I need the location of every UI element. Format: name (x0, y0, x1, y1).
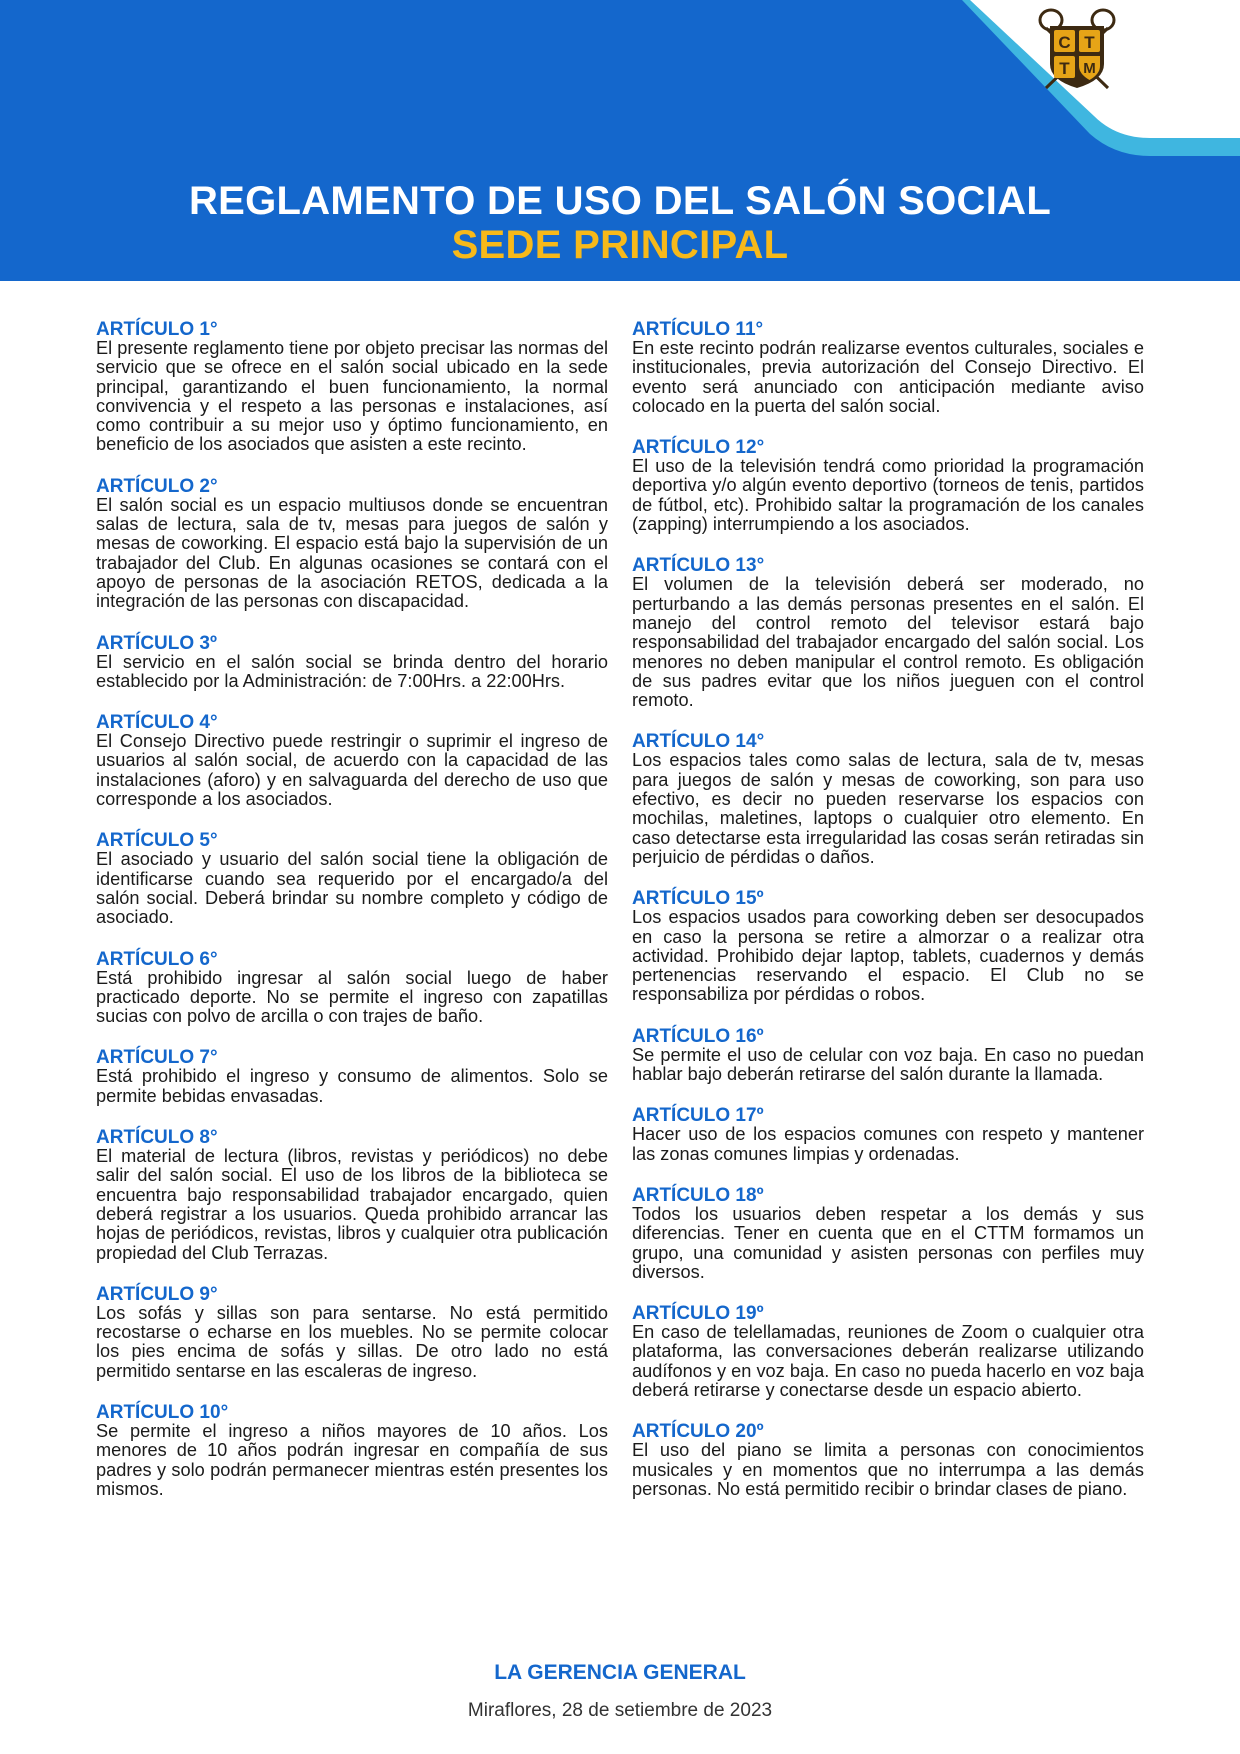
article-11 (632, 320, 1144, 416)
logo-letter-t1: T (1084, 33, 1095, 52)
article-12 (632, 438, 1144, 534)
article-4 (96, 713, 608, 809)
article-text: Se permite el ingreso a niños mayores de 10 años. Los menores de 10 años podrán ingresar en compañía de sus padres y solo podrán permanecer mientras estén presentes los mismos. (96, 1420, 608, 1499)
article-title: ARTÍCULO 9° (96, 1283, 218, 1305)
article-title: ARTÍCULO 20º (632, 1421, 764, 1443)
article-text: El volumen de la televisión deberá ser moderado, no perturbando a las demás personas presentes en el salón. El manejo del control remoto del televisor estará bajo responsabilidad del trabajador encargado del salón social. Los menores no deben manipular el control remoto. Es obligación de sus padres evitar que los niños jueguen con el control remoto. (632, 574, 1144, 711)
article-1 (96, 320, 608, 455)
article-title: ARTÍCULO 7° (96, 1047, 218, 1069)
article-text: El presente reglamento tiene por objeto precisar las normas del servicio que se ofrece en el salón social ubicado en la sede principal, garantizando el buen funcionamiento, la normal convivencia y el respeto a las personas e instalaciones, así como contribuir a su mejor uso y óptimo funcionamiento, en beneficio de los asociados que asisten a este recinto. (96, 338, 608, 455)
article-text: El salón social es un espacio multiusos donde se encuentran salas de lectura, sala de tv, mesas para juegos de salón y mesas de coworking. El espacio está bajo la supervisión de un trabajador del Club. En algunas ocasiones se contará con el apoyo de personas de la asociación RETOS, dedicada a la integración de las personas con discapacidad. (96, 494, 608, 612)
article-title: ARTÍCULO 18º (632, 1184, 764, 1206)
header-banner (0, 0, 1240, 281)
article-title: ARTÍCULO 19º (632, 1303, 764, 1325)
article-9 (96, 1285, 608, 1381)
article-title: ARTÍCULO 8° (96, 1127, 218, 1149)
article-15 (632, 889, 1144, 1004)
article-title: ARTÍCULO 4° (96, 712, 218, 734)
article-16 (632, 1027, 1144, 1085)
article-text: Se permite el uso de celular con voz baja. En caso no puedan hablar bajo deberán retirarse del salón durante la llamada. (632, 1044, 1144, 1085)
article-title: ARTÍCULO 11° (632, 319, 764, 340)
article-3 (96, 634, 608, 692)
article-text: Está prohibido el ingreso y consumo de alimentos. Solo se permite bebidas envasadas. (96, 1066, 608, 1106)
article-2 (96, 477, 608, 612)
article-title: ARTÍCULO 6° (96, 948, 218, 970)
document-date: Miraflores, 28 de setiembre de 2023 (467, 1700, 773, 1721)
logo-letter-c: C (1058, 33, 1071, 52)
article-title: ARTÍCULO 14° (632, 731, 765, 753)
article-6 (96, 950, 608, 1027)
article-text: El material de lectura (libros, revistas y periódicos) no debe salir del salón social. El uso de los libros de la biblioteca se encuentra bajo responsabilidad trabajador encargado, quien deberá registrar a los usuarios. Queda prohibido arrancar las hojas de periódicos, revistas, libros y cualquier otra publicación propiedad del Club Terrazas. (96, 1146, 608, 1263)
article-text: Los espacios tales como salas de lectura, sala de tv, mesas para juegos de salón y mesas de coworking, son para uso efectivo, es decir no pueden reservarse los espacios con mochilas, maletines, laptops o cualquier otro elemento. En caso detectarse esta irregularidad las cosas serán retiradas sin perjuicio de pérdidas o daños. (632, 750, 1144, 867)
article-8 (96, 1128, 608, 1263)
club-logo (1038, 8, 1116, 94)
right-column (632, 320, 1144, 1521)
article-text: En este recinto podrán realizarse eventos culturales, sociales e institucionales, previa autorización del Consejo Directivo. El evento será anunciado con anticipación mediante aviso colocado en la puerta del salón social. (632, 338, 1144, 416)
left-column (96, 320, 608, 1521)
signature: LA GERENCIA GENERAL (494, 1661, 746, 1684)
page-subtitle: SEDE PRINCIPAL (451, 223, 789, 267)
article-text: Todos los usuarios deben respetar a los demás y sus diferencias. Tener en cuenta que en el CTTM formamos un grupo, una comunidad y asisten personas con perfiles muy diversos. (632, 1203, 1144, 1282)
article-13 (632, 556, 1144, 710)
article-text: El uso del piano se limita a personas con conocimientos musicales y en momentos que no interrumpa a las demás personas. No está permitido recibir o brindar clases de piano. (632, 1440, 1144, 1499)
article-title: ARTÍCULO 10° (96, 1401, 229, 1423)
article-title: ARTÍCULO 5° (96, 830, 218, 852)
article-title: ARTÍCULO 16º (632, 1025, 764, 1047)
article-text: El servicio en el salón social se brinda dentro del horario establecido por la Administración: de 7:00Hrs. a 22:00Hrs. (96, 651, 608, 691)
article-title: ARTÍCULO 13° (632, 555, 765, 577)
article-text: Los sofás y sillas son para sentarse. No está permitido recostarse o echarse en los muebles. No se permite colocar los pies encima de sofás y sillas. De otro lado no está permitido sentarse en las escaleras de ingreso. (96, 1302, 608, 1381)
article-7 (96, 1048, 608, 1106)
article-5 (96, 831, 608, 927)
article-title: ARTÍCULO 12° (632, 437, 765, 459)
article-title: ARTÍCULO 1° (96, 319, 218, 340)
article-text: El asociado y usuario del salón social tiene la obligación de identificarse cuando sea requerido por el encargado/a del salón social. Deberá brindar su nombre completo y código de asociado. (96, 849, 608, 928)
article-text: Hacer uso de los espacios comunes con respeto y mantener las zonas comunes limpias y ordenadas. (632, 1124, 1144, 1164)
article-10 (96, 1403, 608, 1499)
article-title: ARTÍCULO 3º (96, 632, 217, 654)
article-title: ARTÍCULO 2° (96, 475, 218, 497)
article-title: ARTÍCULO 15º (632, 888, 764, 910)
article-19 (632, 1304, 1144, 1400)
logo-letter-m: M (1083, 60, 1096, 77)
article-text: En caso de telellamadas, reuniones de Zoom o cualquier otra plataforma, las conversaciones deberán realizarse utilizando audífonos y en voz baja. En caso no pueda hacerlo en voz baja deberá retirarse y conectarse desde un espacio abierto. (632, 1322, 1144, 1400)
article-17 (632, 1106, 1144, 1164)
crossed-rackets-crest-icon (1040, 10, 1114, 88)
article-18 (632, 1186, 1144, 1282)
logo-letter-t2: T (1059, 59, 1070, 78)
article-14 (632, 732, 1144, 867)
article-title: ARTÍCULO 17º (632, 1105, 764, 1127)
article-20 (632, 1422, 1144, 1499)
article-text: Está prohibido ingresar al salón social luego de haber practicado deporte. No se permite el ingreso con zapatillas sucias con polvo de arcilla o con trajes de baño. (96, 967, 608, 1027)
article-text: El uso de la televisión tendrá como prioridad la programación deportiva y/o algún evento deportivo (torneos de tenis, partidos de fútbol, etc). Prohibido saltar la programación de los canales (zapping) interrumpiendo a los asociados. (632, 456, 1144, 535)
article-text: Los espacios usados para coworking deben ser desocupados en caso la persona se retire a almorzar o a realizar otra actividad. Prohibido dejar laptop, tablets, cuadernos y demás pertenencias reservando el espacio. El Club no se responsabiliza por pérdidas o robos. (632, 907, 1144, 1005)
article-text: El Consejo Directivo puede restringir o suprimir el ingreso de usuarios al salón social, de acuerdo con la capacidad de las instalaciones (aforo) y en salvaguarda del derecho de uso que corresponde a los asociados. (96, 731, 608, 810)
page-title: REGLAMENTO DE USO DEL SALÓN SOCIAL (188, 179, 1052, 223)
